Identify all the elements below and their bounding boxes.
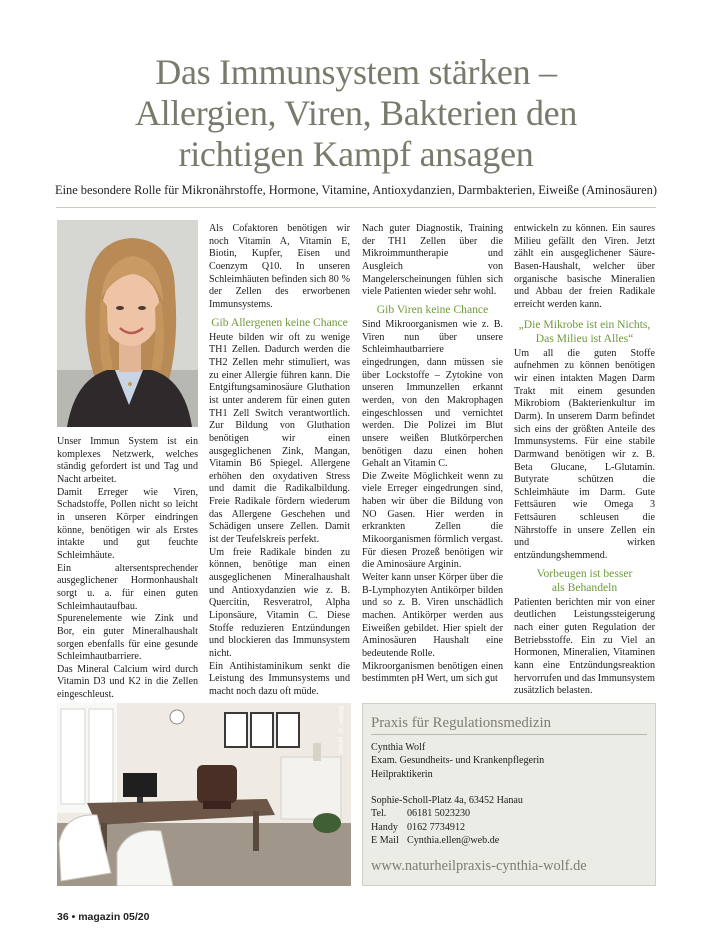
article-column-4 (514, 223, 655, 698)
magazine-issue: magazin 05/20 (78, 911, 150, 923)
contact-role: Exam. Gesundheits- und Krankenpflegerin (371, 755, 545, 767)
practice-office-photo (57, 703, 351, 886)
paragraph: Um freie Radikale binden zu können, benötige man einen ausgeglichenen Mineralhaushalt und Antioxydanzien wie z. B. Quercitin, Resveratrol, Alpha Liponsäure, Vitamin C. Diese Stoffe reduzieren Entzündungen und blockieren das Immunsystem nicht. (209, 546, 350, 659)
paragraph: Sind Mikroorganismen wie z. B. Viren nun über unsere Schleimhautbarriere eingedrungen, dann müssen sie über Lockstoffe – Zytokine von unseren Immunzellen erkannt werden, von den Makrophagen eingeschlossen und vernichtet werden. Die Polizei im Blut unsere weißen Blutkörperchen benötigen dazu einen hohen Gehalt an Vitamin C. (362, 318, 503, 470)
email-label: E Mail (371, 835, 399, 847)
article-subtitle: Eine besondere Rolle für Mikronährstoffe, Hormone, Vitamine, Antioxydanzien, Darmbakterien, Eiweiße (Aminosäuren) (55, 183, 657, 197)
section-heading-viruses: Gib Viren keine Chance (376, 302, 489, 316)
section-heading-prevention (514, 567, 655, 595)
paragraph: Ein altersentsprechender ausgeglichener Hormonhaushalt sorgt u. a. für einen guten Schleimhautaufbau. Spurenelemente wie Zink und Bor, ein guter Mineralhaushalt sorgen ebenfalls für eine gesunde Schleimhautbarriere. (57, 562, 198, 663)
contact-info-box (362, 703, 656, 886)
paragraph: Nach guter Diagnostik, Training der TH1 Zellen über die Mikroimmuntherapie und Ausgleich von Mangelerscheinungen fühlen sich viele Patienten wieder sehr wohl. (362, 223, 503, 298)
contact-role: Heilpraktikerin (371, 768, 433, 780)
website-link[interactable]: www.naturheilpraxis-cynthia-wolf.de (371, 858, 587, 874)
contact-name: Cynthia Wolf (371, 742, 426, 753)
info-divider (371, 734, 647, 735)
spacer (371, 781, 651, 794)
paragraph: Mikroorganismen benötigen einen bestimmten pH Wert, um sich gut (362, 660, 503, 685)
article-column-1 (57, 436, 198, 702)
paragraph: Ein Antihistaminikum senkt die Leistung des Immunsystems und macht noch dazu oft müde. (209, 660, 350, 697)
office-illustration (57, 703, 351, 886)
contact-email-row (371, 834, 651, 847)
section-heading-allergens: Gib Allergenen keine Chance (211, 315, 348, 329)
paragraph: Heute bilden wir oft zu wenige TH1 Zellen. Dadurch werden die TH2 Zellen mehr stimuliert, was zu einer Allergie führen kann. Die Entgiftungsaminosäure Gluthation ist unter anderem für einen guten TH1 Zell Switch verantwortlich. Zur Bildung von Gluthation benötigen wir einen ausgeglichenen Zink, Mangan, Vitamin B6 Spiegel. Allergene erhöhen den oxydativen Stress und damit die Radikalbildung. Freie Radikale fördern wiederum das Allergene Geschehen und Schädigen unsere Zellen. Damit ist der Teufelskreis perfekt. (209, 331, 350, 546)
heading-line: Vorbeugen ist besser (536, 566, 633, 580)
phone-label: Tel. (371, 808, 387, 820)
author-portrait-photo (57, 220, 198, 427)
bullet-separator: • (71, 911, 76, 923)
contact-address: Sophie-Scholl-Platz 4a, 63452 Hanau (371, 795, 523, 807)
paragraph: Als Cofaktoren benötigen wir noch Vitamin A, Vitamin E, Biotin, Kupfer, Eisen und Coenzym Q10. In unseren Schleimhäuten befinden sich 80 % der Zellen des erworbenen Immunsystems. (209, 223, 350, 310)
paragraph: Um all die guten Stoffe aufnehmen zu können benötigen wir einen intakten Magen Darm Trakt mit einem gesunden Mikrobiom (Bakterienkultur im Darm). In unserem Darm befindet sich eins der größten Anteile des Immunsystems. Für eine stabile Darmwand benötigen wir z. B. Beta Glucane, L-Glutamin. Butyrate schützen die Schleimhäute im Darm. Gute Fettsäuren wie Omega 3 Fettsäuren schleusen die Nährstoffe in unsere Zellen ein und wirken entzündungshemmend. (514, 347, 655, 562)
title-line: Das Immunsystem stärken – (155, 52, 557, 92)
paragraph: Weiter kann unser Körper über die B-Lymphozyten Antikörper bilden und so z. B. Viren unschädlich machen. Antikörper werden aus Eiweißen gebildet. Hier spielt der Aminosäuren Haushalt eine bedeutende Rolle. (362, 572, 503, 659)
email-link[interactable]: Cynthia.ellen@web.de (407, 835, 500, 847)
contact-phone-row (371, 807, 651, 820)
paragraph: Das Mineral Calcium wird durch Vitamin D3 und K2 in die Zellen eingeschleust. (57, 663, 198, 701)
photo-credit: Bilder: © privat (337, 706, 344, 755)
portrait-illustration (57, 220, 198, 427)
paragraph: Damit Erreger wie Viren, Schadstoffe, Pollen nicht so leicht in unseren Körper eindringen könne, benötigen wir als Erstes intakte und gut feuchte Schleimhäute. (57, 486, 198, 561)
page-number: 36 (57, 911, 69, 923)
article-title (30, 52, 682, 175)
phone-number[interactable]: 06181 5023230 (407, 808, 471, 820)
quote-line: „Die Mikrobe ist ein Nichts, (518, 317, 651, 331)
article-column-3 (362, 223, 503, 686)
paragraph: entwickeln zu können. Ein saures Milieu gefällt den Viren. Jetzt zählt ein ausgeglichener Säure-Basen-Haushalt, welcher über organische basische Mineralien und Abbau der freien Radikale erreicht werden kann. (514, 223, 655, 310)
mobile-number[interactable]: 0162 7734912 (407, 821, 466, 833)
mobile-label: Handy (371, 821, 398, 833)
page-footer (57, 911, 149, 923)
practice-name: Praxis für Regulationsmedizin (371, 715, 551, 731)
paragraph: Patienten berichten mir von einer deutlichen Leistungssteigerung nach einer guten Regulation der Betriebsstoffe. Ein zu Viel an Hormonen, Mineralien, Vitaminen kann eine Entzündungsreaktion hervorrufen und das Immunsystem zusätzlich belasten. (514, 596, 656, 697)
paragraph: Die Zweite Möglichkeit wenn zu viele Erreger eingedrungen sind, haben wir über die Bildung von NO Gasen. Hier werden in erkrankten Zellen die Mikoorganismen förmlich vergast. Für diesen Prozeß benötigen wir die Aminosäure Arginin. (362, 470, 503, 571)
title-divider (56, 207, 656, 208)
title-line: richtigen Kampf ansagen (178, 134, 534, 174)
title-line: Allergien, Viren, Bakterien den (134, 93, 578, 133)
paragraph: Unser Immun System ist ein komplexes Netzwerk, welches ständig gefordert ist und Tag und Nacht arbeitet. (57, 436, 198, 485)
quote-line: Das Milieu ist Alles“ (535, 331, 634, 345)
heading-line: als Behandeln (551, 580, 618, 594)
contact-mobile-row (371, 821, 651, 834)
pull-quote (514, 318, 655, 346)
article-column-2 (209, 223, 350, 699)
contact-details (371, 741, 651, 847)
